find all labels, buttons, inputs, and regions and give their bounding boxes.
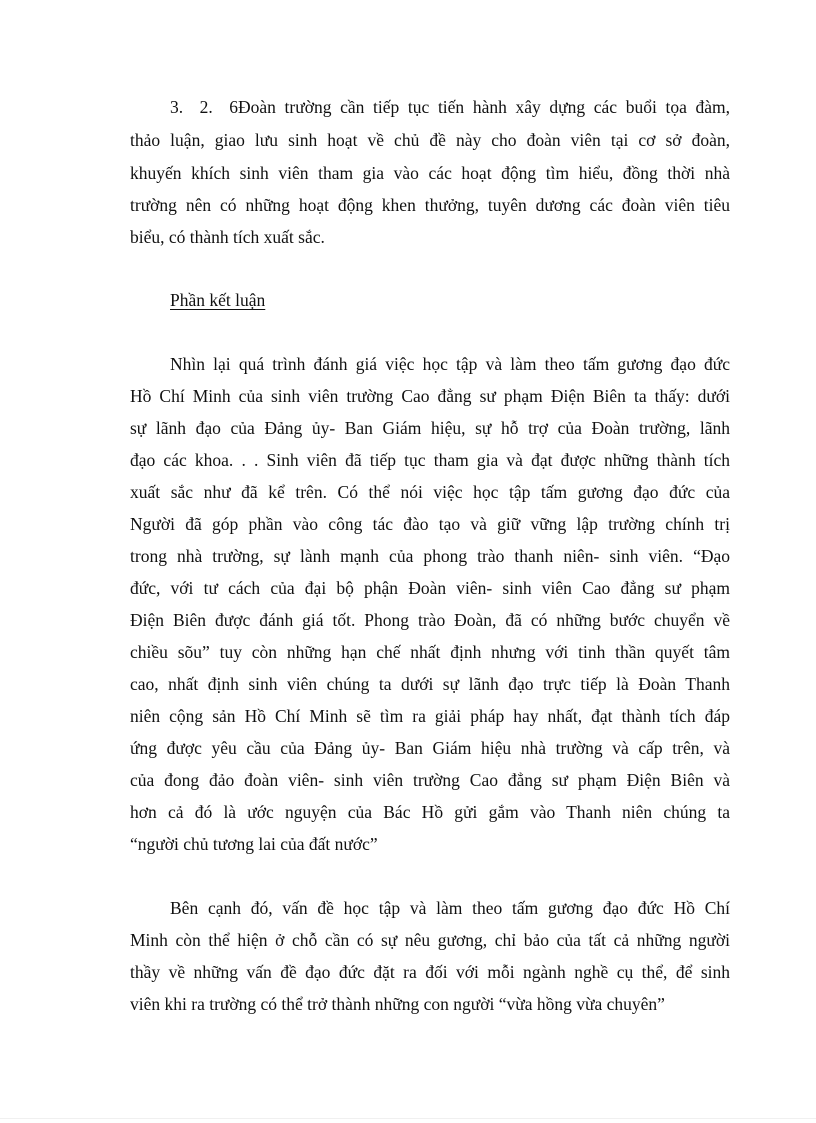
- section-text-line: khuyến khích sinh viên tham gia vào các hoạt động tìm hiểu, đồng thời nhà: [130, 163, 730, 183]
- paragraph-line: Điện Biên được đánh giá tốt. Phong trào Đoàn, đã có những bước chuyển về: [130, 610, 730, 630]
- paragraph-line: Người đã góp phần vào công tác đào tạo và giữ vững lập trường chính trị: [130, 514, 730, 534]
- paragraph-line: cao, nhất định sinh viên chúng ta dưới sự lãnh đạo trực tiếp là Đoàn Thanh: [130, 674, 730, 694]
- paragraph-line: sự lãnh đạo của Đảng ủy- Ban Giám hiệu, sự hỗ trợ của Đoàn trường, lãnh: [130, 418, 730, 438]
- section-text-line: Đoàn trường cần tiếp tục tiến hành xây dựng các buổi tọa đàm,: [238, 97, 730, 117]
- paragraph-line: chiều sõu” tuy còn những hạn chế nhất định nhưng với tinh thần quyết tâm: [130, 642, 730, 662]
- paragraph-line: của đong đảo đoàn viên- sinh viên trường Cao đẳng sư phạm Điện Biên và: [130, 770, 730, 790]
- section-text-line: biểu, có thành tích xuất sắc.: [130, 227, 325, 247]
- section-number: 3. 2. 6: [170, 97, 238, 117]
- paragraph-line: Bên cạnh đó, vấn đề học tập và làm theo tấm gương đạo đức Hồ Chí: [170, 898, 730, 918]
- paragraph-line: trong nhà trường, sự lành mạnh của phong trào thanh niên- sinh viên. “Đạo: [130, 546, 730, 566]
- paragraph-line: thầy về những vấn đề đạo đức đặt ra đối với mỗi ngành nghề cụ thể, để sinh: [130, 962, 730, 982]
- paragraph-line: niên cộng sản Hồ Chí Minh sẽ tìm ra giải pháp hay nhất, đạt thành tích đáp: [130, 706, 730, 726]
- paragraph-line: “người chủ tương lai của đất nước”: [130, 834, 378, 854]
- paragraph-line: Nhìn lại quá trình đánh giá việc học tập và làm theo tấm gương đạo đức: [170, 354, 730, 374]
- conclusion-heading: Phần kết luận: [170, 290, 266, 310]
- paragraph-line: xuất sắc như đã kể trên. Có thể nói việc học tập tấm gương đạo đức của: [130, 482, 730, 502]
- section-text-line: thảo luận, giao lưu sinh hoạt về chủ đề này cho đoàn viên tại cơ sở đoàn,: [130, 130, 730, 150]
- section-text-line: trường nên có những hoạt động khen thưởng, tuyên dương các đoàn viên tiêu: [130, 195, 730, 215]
- section-first-line: [170, 96, 730, 118]
- paragraph-line: viên khi ra trường có thể trở thành những con người “vừa hồng vừa chuyên”: [130, 994, 665, 1014]
- paragraph-line: Minh còn thể hiện ở chỗ cần có sự nêu gương, chỉ bảo của tất cả những người: [130, 930, 730, 950]
- paragraph-line: hơn cả đó là ước nguyện của Bác Hồ gửi gắm vào Thanh niên chúng ta: [130, 802, 730, 822]
- paragraph-line: ứng được yêu cầu của Đảng ủy- Ban Giám hiệu nhà trường và cấp trên, và: [130, 738, 730, 758]
- paragraph-line: Hồ Chí Minh của sinh viên trường Cao đẳng sư phạm Điện Biên ta thấy: dưới: [130, 386, 730, 406]
- page-bottom-edge: [0, 1118, 816, 1119]
- paragraph-line: đạo các khoa. . . Sinh viên đã tiếp tục tham gia và đạt được những thành tích: [130, 450, 730, 470]
- paragraph-line: đức, với tư cách của đại bộ phận Đoàn viên- sinh viên Cao đẳng sư phạm: [130, 578, 730, 598]
